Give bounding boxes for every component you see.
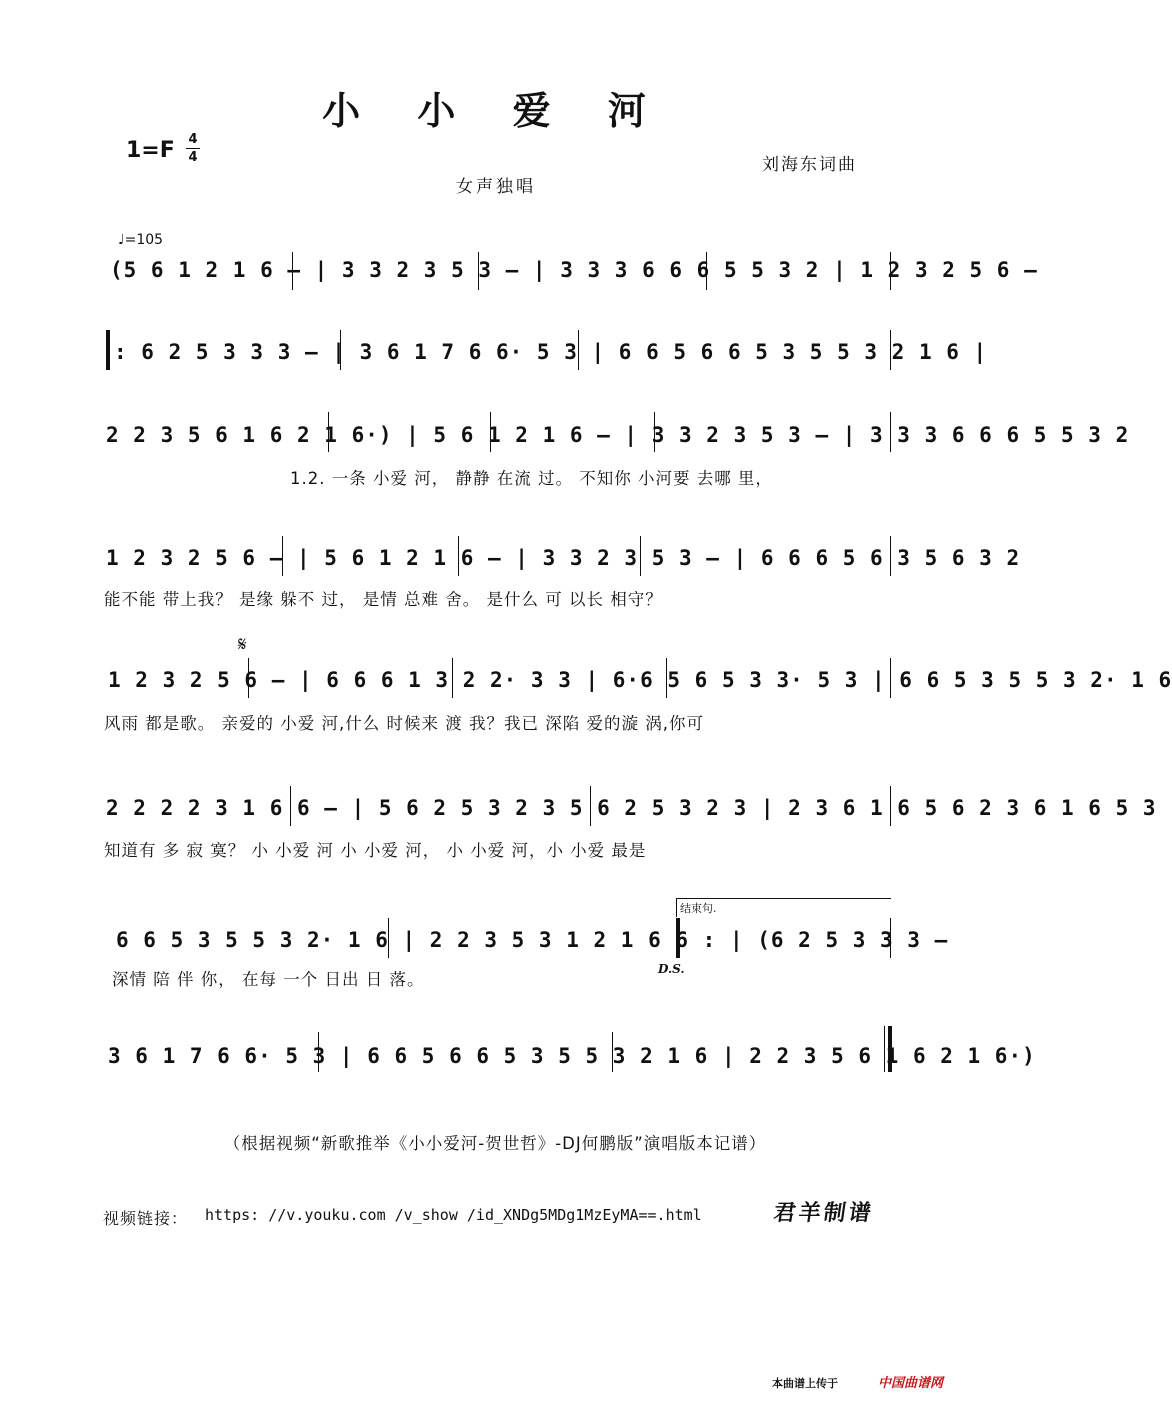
- barline: [890, 786, 891, 826]
- barline: [578, 330, 579, 370]
- barline: [890, 252, 891, 290]
- score-system-8-notes: 3 6 1 7 6 6· 5 3 | 6 6 5 6 6 5 3 5 5 3 2 1 6 | 2 2 3 5 6 1 6 2 1 6·): [108, 1044, 1036, 1068]
- score-system-3-notes: 2 2 3 5 6 1 6 2 1 6·) | 5 6 1 2 1 6 – | 3 3 2 3 5 3 – | 3 3 3 6 6 6 5 5 3 2: [106, 423, 1130, 447]
- barline: [248, 658, 249, 698]
- transcriber-seal: 君羊制谱: [771, 1200, 876, 1226]
- segno-sign: 𝄋: [238, 632, 247, 656]
- barline: [612, 1032, 613, 1072]
- song-title: 小 小 爱 河: [322, 88, 668, 133]
- transcription-source-note: （根据视频“新歌推举《小小爱河-贺世哲》-DJ何鹏版”演唱版本记谱）: [223, 1134, 767, 1153]
- repeat-end-barline: [676, 918, 680, 958]
- score-system-5-notes: 1 2 3 2 5 6 – | 6 6 6 1 3 2 2· 3 3 | 6·6 5 6 5 3 3· 5 3 | 6 6 5 3 5 5 3 2· 1 6: [108, 668, 1172, 692]
- composer-credit: 刘海东词曲: [762, 155, 857, 175]
- barline: [290, 786, 291, 826]
- barline: [318, 1032, 319, 1072]
- barline: [328, 412, 329, 452]
- barline: [890, 918, 891, 958]
- barline: [388, 918, 389, 958]
- barline: [490, 412, 491, 452]
- barline: [590, 786, 591, 826]
- barline: [292, 252, 293, 290]
- key-signature: 1=F: [126, 138, 175, 163]
- barline: [890, 330, 891, 370]
- tempo-marking: ♩=105: [118, 232, 164, 248]
- barline: [890, 536, 891, 576]
- score-system-3-lyrics: 1.2. 一条 小爱 河， 静静 在流 过。 不知你 小河要 去哪 里，: [290, 469, 773, 488]
- barline: [640, 536, 641, 576]
- dal-segno-marking: D.S.: [658, 962, 685, 976]
- barline: [890, 658, 891, 698]
- barline: [706, 252, 707, 290]
- barline: [478, 252, 479, 290]
- barline: [282, 536, 283, 576]
- barline: [666, 658, 667, 698]
- barline: [452, 658, 453, 698]
- score-system-4-lyrics: 能不能 带上我？ 是缘 躲不 过， 是情 总难 舍。 是什么 可 以长 相守？: [104, 590, 663, 609]
- score-system-7-lyrics: 深情 陪 伴 你， 在每 一个 日出 日 落。: [112, 970, 425, 989]
- video-link-url[interactable]: https: //v.youku.com /v_show /id_XNDg5MDg1MzEyMA==.html: [205, 1206, 702, 1224]
- score-system-1-notes: (5 6 1 2 1 6 – | 3 3 2 3 5 3 – | 3 3 3 6 6 6 5 5 3 2 | 1 2 3 2 5 6 –: [110, 258, 1038, 282]
- repeat-start-barline: [106, 330, 110, 370]
- barline: [340, 330, 341, 370]
- upload-footer-text: 本曲谱上传于: [772, 1377, 838, 1390]
- score-system-6-notes: 2 2 2 2 3 1 6 6 – | 5 6 2 5 3 2 3 5 6 2 5 3 2 3 | 2 3 6 1 6 5 6 2 3 6 1 6 5 3: [106, 796, 1157, 820]
- barline: [890, 412, 891, 452]
- score-system-2-notes: : 6 2 5 3 3 3 – | 3 6 1 7 6 6· 5 3 | 6 6 5 6 6 5 3 5 5 3 2 1 6 |: [114, 340, 988, 364]
- ending-label: 结束句.: [680, 902, 717, 915]
- time-signature-line: [186, 148, 200, 149]
- score-system-4-notes: 1 2 3 2 5 6 – | 5 6 1 2 1 6 – | 3 3 2 3 5 3 – | 6 6 6 5 6 3 5 6 3 2: [106, 546, 1021, 570]
- performance-type: 女声独唱: [456, 177, 536, 197]
- video-link-label: 视频链接：: [103, 1209, 189, 1228]
- score-system-6-lyrics: 知道有 多 寂 寞？ 小 小爱 河 小 小爱 河， 小 小爱 河，小 小爱 最是: [104, 841, 647, 860]
- score-system-5-lyrics: 风雨 都是歌。 亲爱的 小爱 河,什么 时候来 渡 我？我已 深陷 爱的漩 涡,你可: [104, 714, 704, 733]
- time-signature-bottom: 4: [188, 150, 198, 165]
- site-logo[interactable]: 中国曲谱网: [878, 1376, 944, 1391]
- final-barline-thin: [884, 1026, 885, 1072]
- time-signature: [186, 132, 200, 165]
- final-barline-thick: [888, 1026, 892, 1072]
- barline: [654, 412, 655, 452]
- time-signature-top: 4: [188, 132, 198, 147]
- score-system-7-notes: 6 6 5 3 5 5 3 2· 1 6 | 2 2 3 5 3 1 2 1 6 6 : | (6 2 5 3 3 3 –: [116, 928, 949, 952]
- barline: [458, 536, 459, 576]
